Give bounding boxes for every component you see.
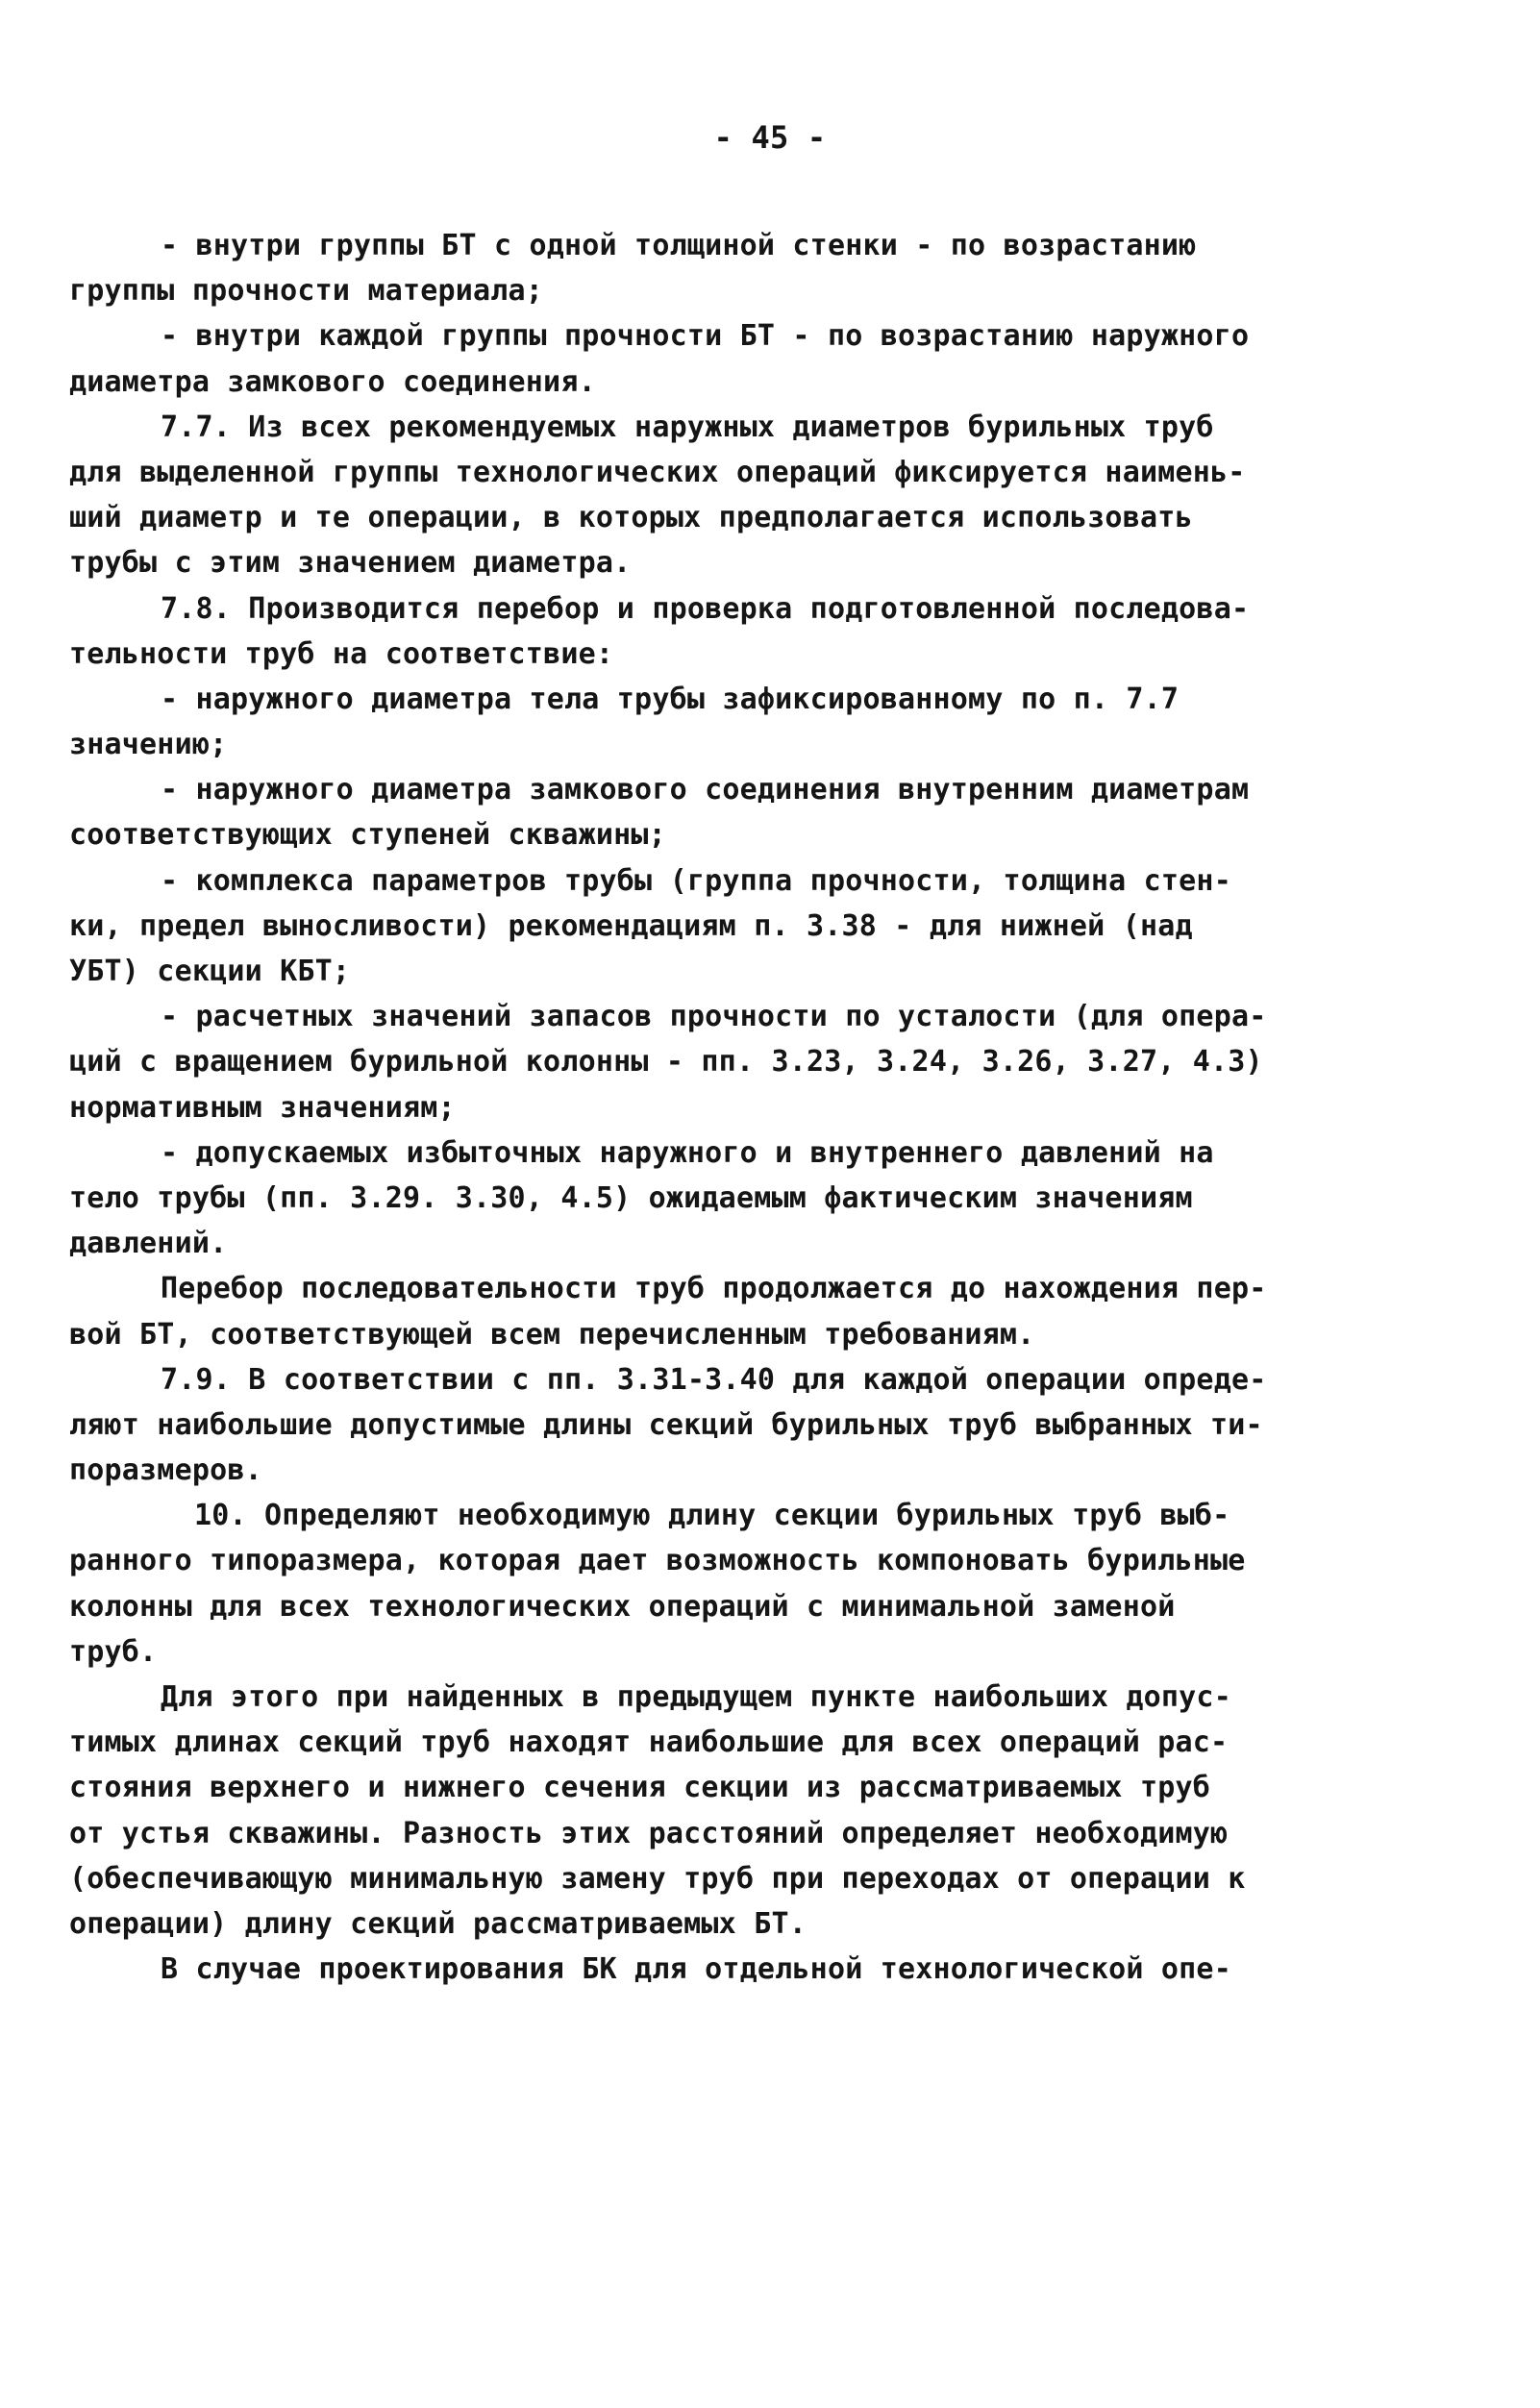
text-line: В случае проектирования БК для отдельной технологической опе- [161,1952,1231,1987]
text-line: труб. [69,1634,158,1669]
text-line: - расчетных значений запасов прочности по усталости (для опера- [161,1000,1267,1034]
text-line: - внутри каждой группы прочности БТ - по возрастанию наружного [161,319,1250,354]
text-line: вой БТ, соответствующей всем перечисленным требованиям. [69,1317,1035,1352]
text-line: операции) длину секций рассматриваемых БТ. [69,1906,807,1941]
text-line: - наружного диаметра тела трубы зафиксированному по п. 7.7 [161,682,1180,716]
text-line: от устья скважины. Разность этих расстояний определяет необходимую [69,1816,1229,1850]
text-line: - внутри группы БТ с одной толщиной стенки - по возрастанию [161,229,1197,262]
text-line: стояния верхнего и нижнего сечения секции из рассматриваемых труб [69,1771,1210,1805]
text-line: 10. Определяют необходимую длину секции бурильных труб выб- [194,1499,1230,1533]
text-line: 7.9. В соответствии с пп. 3.31-3.40 для каждой операции опреде- [161,1362,1267,1397]
text-line: ки, предел выносливости) рекомендациям п. 3.38 - для нижней (над [69,908,1193,943]
text-line: ций с вращением бурильной колонны - пп. 3.23, 3.24, 3.26, 3.27, 4.3) [69,1045,1263,1080]
text-line: для выделенной группы технологических операций фиксируется наимень- [69,455,1246,489]
text-line: - наружного диаметра замкового соединения внутренним диаметрам [161,773,1250,807]
text-line: (обеспечивающую минимальную замену труб при переходах от операции к [69,1861,1246,1896]
text-line: УБТ) секции КБТ; [69,955,351,988]
text-line: 7.7. Из всех рекомендуемых наружных диаметров бурильных труб [161,410,1214,444]
text-line: тимых длинах секций труб находят наибольшие для всех операций рас- [69,1725,1229,1760]
text-line: - допускаемых избыточных наружного и внутреннего давлений на [161,1135,1214,1170]
text-line: нормативным значениям; [69,1090,456,1125]
text-line: колонны для всех технологических операций с минимальной заменой [69,1589,1176,1624]
text-line: 7.8. Производится перебор и проверка подготовленной последова- [161,591,1250,626]
text-line: значению; [69,728,228,762]
text-line: тельности труб на соответствие: [69,636,614,671]
text-line: тело трубы (пп. 3.29. 3.30, 4.5) ожидаемым фактическим значениям [69,1180,1193,1215]
text-line: группы прочности материала; [69,274,544,309]
body-text [69,223,1362,1992]
text-line: ранного типоразмера, которая дает возможность компоновать бурильные [69,1544,1246,1578]
text-line: трубы с этим значением диаметра. [69,546,632,581]
text-line: - комплекса параметров трубы (группа прочности, толщина стен- [161,863,1231,898]
page-number: - 45 - [713,119,827,156]
text-line: диаметра замкового соединения. [69,364,596,399]
text-line: Перебор последовательности труб продолжается до нахождения пер- [161,1272,1267,1306]
text-line: давлений. [69,1227,228,1261]
text-line: Для этого при найденных в предыдущем пункте наибольших допус- [161,1680,1231,1714]
text-line: соответствующих ступеней скважины; [69,818,666,853]
text-line: ший диаметр и те операции, в которых предполагается использовать [69,501,1193,535]
text-line: ляют наибольшие допустимые длины секций бурильных труб выбранных ти- [69,1407,1263,1442]
text-line: поразмеров. [69,1453,262,1488]
